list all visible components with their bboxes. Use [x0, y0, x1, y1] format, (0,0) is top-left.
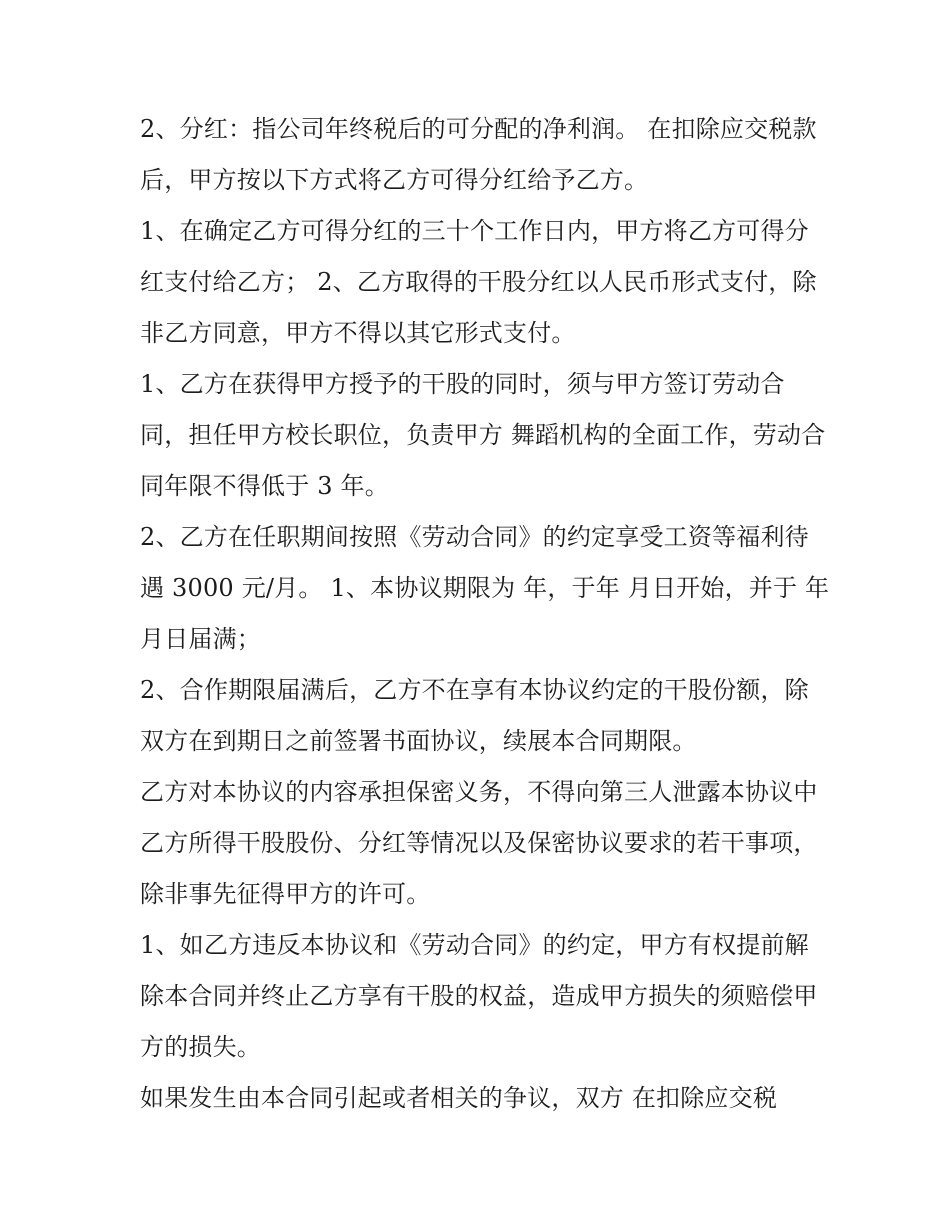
paragraph-salary-term: 2、乙方在任职期间按照《劳动合同》的约定享受工资等福利待遇 3000 元/月。 1、本协议期限为 年，于年 月日开始，并于 年 月日届满； [140, 523, 830, 653]
paragraph-breach: 1、如乙方违反本协议和《劳动合同》的约定，甲方有权提前解除本合同并终止乙方享有干股的权益，造成甲方损失的须赔偿甲方的损失。 [140, 931, 818, 1061]
paragraph-expiry: 2、合作期限届满后，乙方不在享有本协议约定的干股份额，除双方在到期日之前签署书面协议，续展本合同期限。 [140, 676, 809, 755]
paragraph-confidentiality: 乙方对本协议的内容承担保密义务，不得向第三人泄露本协议中乙方所得干股股份、分红等情况以及保密协议要求的若干事项，除非事先征得甲方的许可。 [140, 778, 818, 908]
paragraph-dispute: 如果发生由本合同引起或者相关的争议，双方 在扣除应交税 [140, 1084, 778, 1112]
paragraph-dividend-definition: 2、分红：指公司年终税后的可分配的净利润。 在扣除应交税款后，甲方按以下方式将乙方可得分红给予乙方。 [140, 115, 817, 194]
paragraph-dividend-payment: 1、在确定乙方可得分红的三十个工作日内，甲方将乙方可得分红支付给乙方； 2、乙方取得的干股分红以人民币形式支付，除非乙方同意，甲方不得以其它形式支付。 [140, 217, 817, 347]
paragraph-labor-contract: 1、乙方在获得甲方授予的干股的同时，须与甲方签订劳动合同，担任甲方校长职位，负责甲方 舞蹈机构的全面工作，劳动合同年限不得低于 3 年。 [140, 370, 826, 500]
document-body [140, 104, 830, 1124]
